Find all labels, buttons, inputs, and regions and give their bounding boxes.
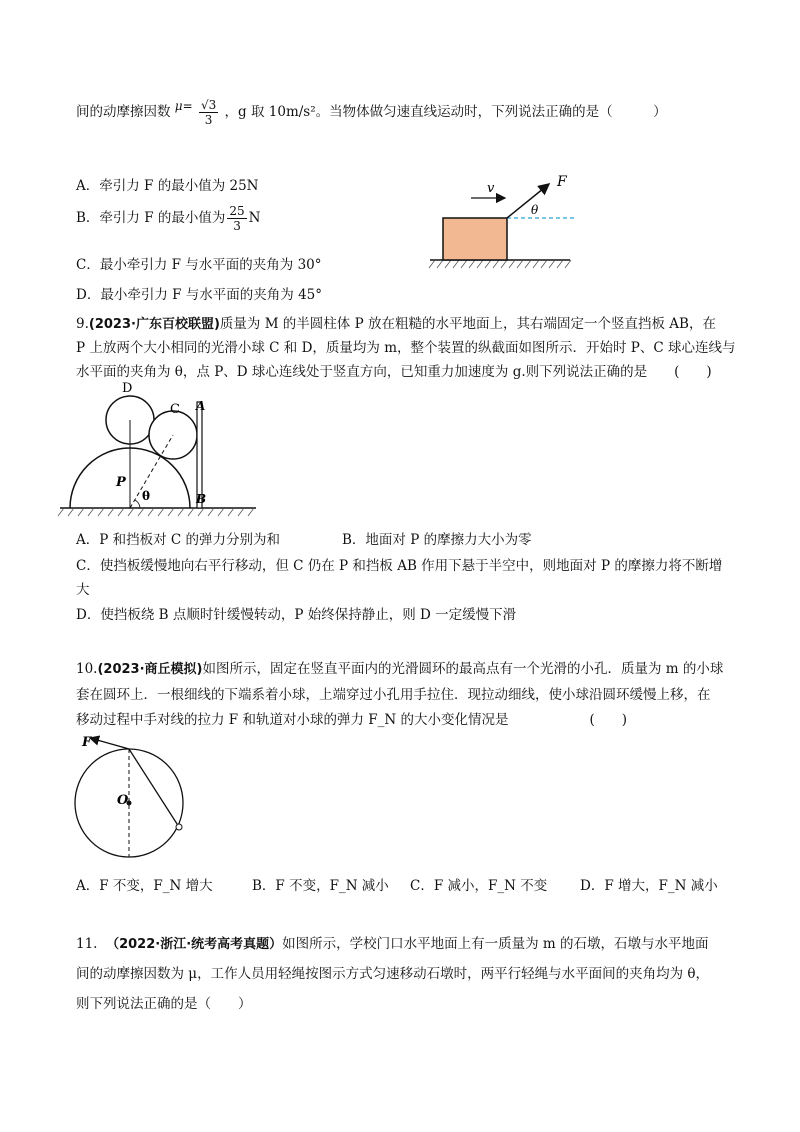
q9-line-2: P 上放两个大小相同的光滑小球 C 和 D，质量均为 m，整个装置的纵截面如图所示．开始时 P、C 球心连线与 [76,340,736,356]
q9-fig-d: D [122,381,133,396]
q9-figure [56,380,276,520]
q9-fig-theta: θ [142,489,151,503]
q10-option-a: A．F 不变，F_N 增大 [76,878,213,894]
q10-source: (2023·商丘模拟) [97,662,203,677]
q9-fig-p: P [116,475,126,490]
q10-option-c: C．F 减小，F_N 不变 [410,878,548,894]
q10-line-1 [76,657,723,677]
q8-fig-v: v [487,181,495,196]
q10-force-arrow [90,738,129,749]
q8-mu-eq: = [182,99,193,113]
q10-text-1: 如图所示，固定在竖直平面内的光滑圆环的最高点有一个光滑的小孔．质量为 m 的小球 [202,661,724,677]
q10-fig-o: O [117,793,129,808]
q8-mu-symbol: μ [174,99,183,113]
q9-line-1 [76,312,716,332]
q8-option-a: A．牵引力 F 的最小值为 25N [76,178,259,194]
q8-option-b [76,204,260,233]
q11-text-1: 如图所示，学校门口水平地面上有一质量为 m 的石墩，石墩与水平地面 [282,936,709,952]
q8-mu-fraction [199,98,218,127]
q10-ball [176,824,182,830]
q11-source: （2022·浙江·统考高考真题） [106,937,283,952]
q8-mu-numerator: √3 [200,98,217,112]
q10-line-2: 套在圆环上．一根细线的下端系着小球，上端穿过小孔用手拉住．现拉动细线，使小球沿圆环缓慢上移，在 [76,687,711,703]
q8-force-arrow [507,184,549,218]
q9-fig-c: C [170,402,180,417]
q10-figure [70,728,200,863]
q10-option-d: D．F 增大，F_N 减小 [580,878,718,894]
q9-option-b: B．地面对 P 的摩擦力大小为零 [342,532,532,548]
q10-number: 10. [76,661,98,677]
q8-stem-suffix: ，g 取 10m/s²。当物体做匀速直线运动时，下列说法正确的是（ ） [224,104,667,120]
q8-stem [76,98,667,127]
q9-number: 9. [76,316,89,332]
q8-option-b-text: B．牵引力 F 的最小值为 [76,210,226,226]
q11-line-3: 则下列说法正确的是（ ） [76,996,252,1012]
q8-option-d: D．最小牵引力 F 与水平面的夹角为 45° [76,287,322,303]
q8-option-b-unit: N [248,210,261,226]
q8-stem-prefix: 间的动摩擦因数 [76,104,171,120]
q11-line-1 [76,932,709,952]
q10-string [129,749,179,827]
q8-mu-denominator: 3 [204,113,213,127]
q11-number: 11. [76,936,98,952]
q8-figure [425,172,585,272]
q9-line-3: 水平面的夹角为 θ，点 P、D 球心连线处于竖直方向，已知重力加速度为 g.则下列说法正确的是 ( ) [76,364,712,380]
q9-fig-a: A [196,399,206,413]
q8-option-c: C．最小牵引力 F 与水平面的夹角为 30° [76,257,322,273]
q9-option-c-line-2: 大 [76,582,90,598]
q9-text-1: 质量为 M 的半圆柱体 P 放在粗糙的水平地面上，其右端固定一个竖直挡板 AB，在 [219,316,716,332]
q9-option-a: A．P 和挡板对 C 的弹力分别为和 [76,532,281,548]
q10-fig-f: F [82,735,92,750]
q8-block [443,218,507,260]
q8-fig-f: F [557,174,567,190]
q9-option-d: D．使挡板绕 B 点顺时针缓慢转动，P 始终保持静止，则 D 一定缓慢下滑 [76,607,517,623]
q8-option-b-numerator: 25 [229,204,245,218]
q8-option-b-denominator: 3 [233,219,241,233]
q9-option-c-line-1: C．使挡板缓慢地向右平行移动，但 C 仍在 P 和挡板 AB 作用下悬于半空中，则地面对 P 的摩擦力将不断增 [76,558,723,574]
q10-line-3: 移动过程中手对线的拉力 F 和轨道对小球的弹力 F_N 的大小变化情况是 ( ) [76,712,627,728]
q9-fig-b: B [196,492,207,506]
q9-source: (2023·广东百校联盟) [88,317,220,332]
q8-option-b-fraction [227,204,246,233]
q11-line-2: 间的动摩擦因数为 μ，工作人员用轻绳按图示方式匀速移动石墩时，两平行轻绳与水平面间的夹角均为 θ， [76,966,709,982]
q8-fig-theta: θ [531,203,539,217]
q10-option-b: B．F 不变，F_N 减小 [252,878,389,894]
